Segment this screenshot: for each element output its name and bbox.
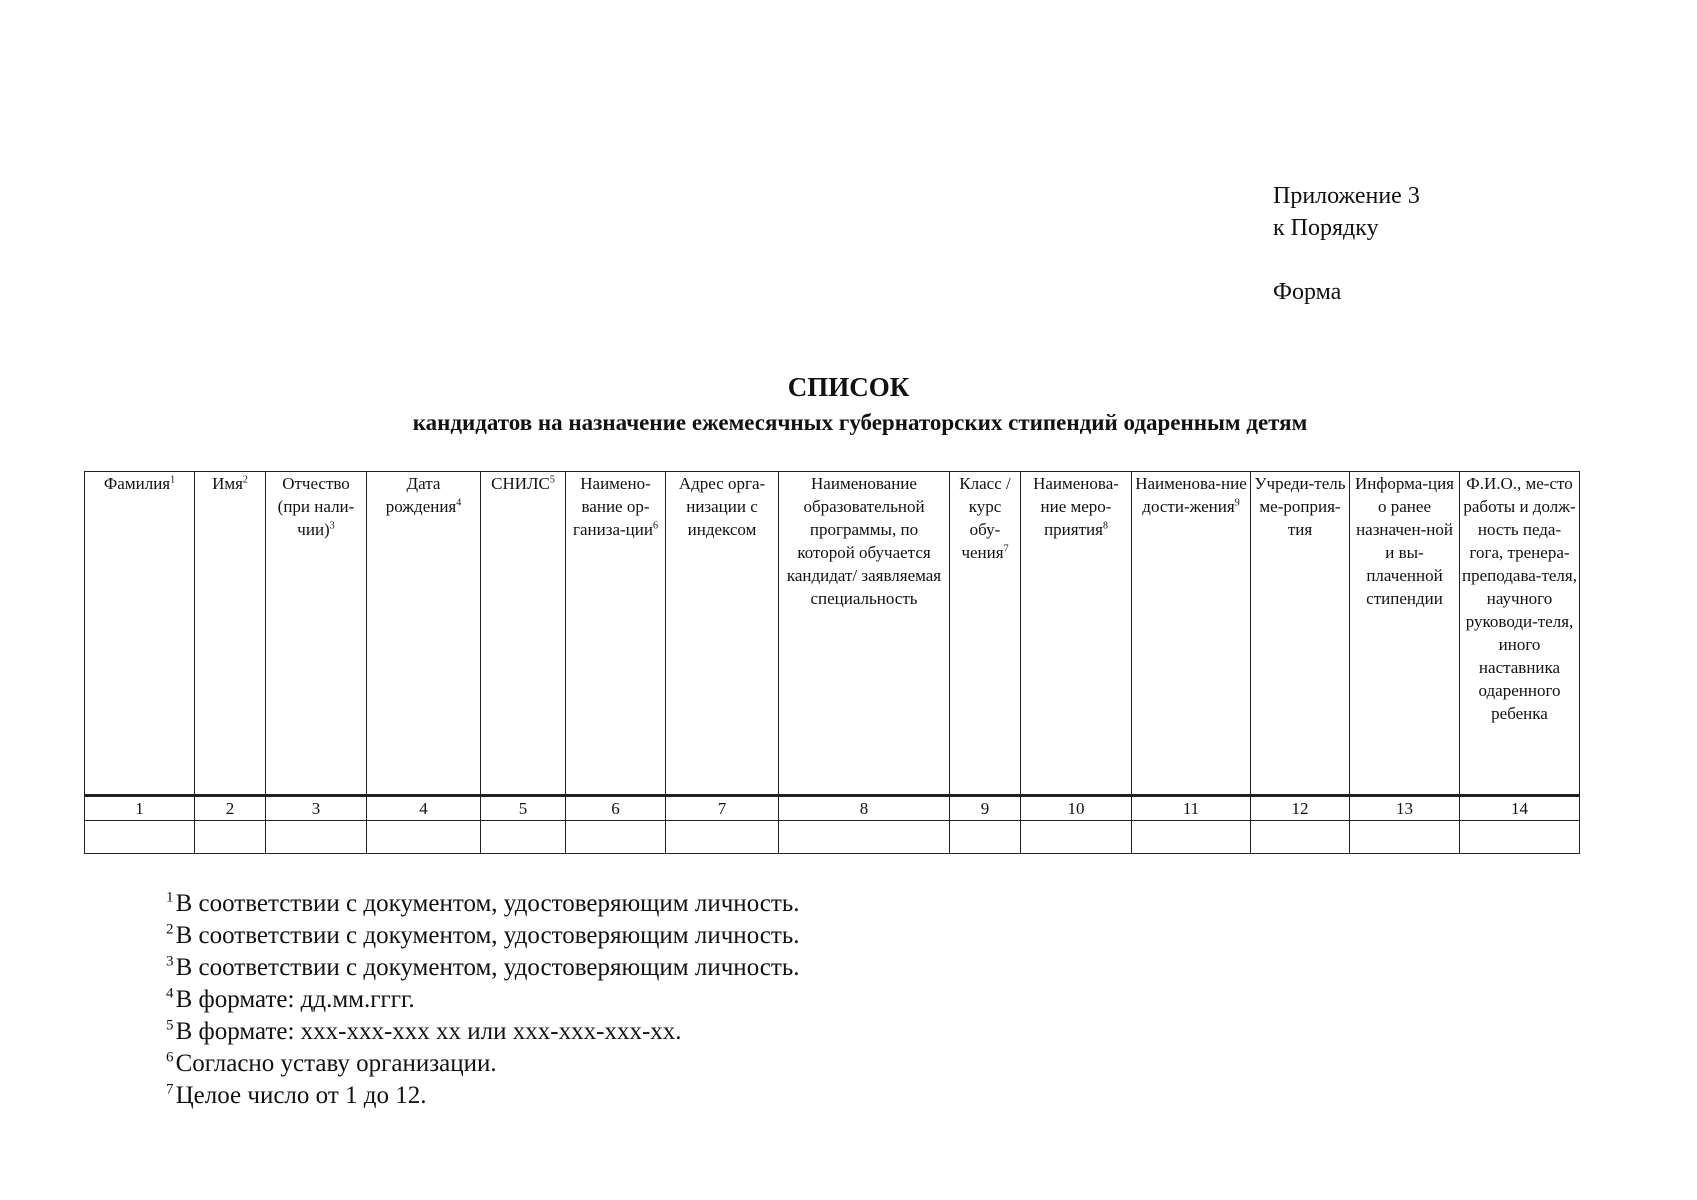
column-number: 6 [566, 796, 666, 821]
footnote-1: $^1$ В соответствии с документом, удостоверяющим личность. [166, 889, 800, 917]
column-number: 3 [266, 796, 367, 821]
empty-cell [1350, 821, 1460, 854]
column-numbers-row [85, 796, 1580, 821]
annex-line-2: к Порядку [1273, 215, 1379, 241]
empty-cell [1251, 821, 1350, 854]
annex-line-1: Приложение 3 [1273, 183, 1420, 209]
empty-data-row [85, 821, 1580, 854]
column-number: 1 [85, 796, 195, 821]
col-header-grade: Класс / курс обу-чения$^7$ [950, 472, 1021, 796]
col-header-previous-stipend: Информа-ция о ранее назначен-ной и вы-плаченной стипендии [1350, 472, 1460, 796]
col-header-organization: Наимено-вание ор-ганиза-ции$^6$ [566, 472, 666, 796]
table-header-row [85, 472, 1580, 796]
col-header-patronymic: Отчество (при нали-чии)$^3$ [266, 472, 367, 796]
footnote-4: $^4$ В формате: дд.мм.гггг. [166, 985, 415, 1013]
empty-cell [85, 821, 195, 854]
annex-block [1273, 180, 1420, 308]
col-header-org-address: Адрес орга-низации с индексом [666, 472, 779, 796]
column-number: 8 [779, 796, 950, 821]
col-header-event: Наименова-ние меро-приятия$^8$ [1021, 472, 1132, 796]
col-header-event-founder: Учреди-тель ме-роприя-тия [1251, 472, 1350, 796]
col-header-surname: Фамилия$^1$ [85, 472, 195, 796]
empty-cell [367, 821, 481, 854]
column-number: 2 [195, 796, 266, 821]
col-header-birthdate: Дата рождения$^4$ [367, 472, 481, 796]
empty-cell [566, 821, 666, 854]
column-number: 11 [1132, 796, 1251, 821]
empty-cell [1460, 821, 1580, 854]
col-header-achievement: Наименова-ние дости-жения$^9$ [1132, 472, 1251, 796]
footnote-6: $^6$ Согласно уставу организации. [166, 1049, 497, 1077]
column-number: 10 [1021, 796, 1132, 821]
footnote-3: $^3$ В соответствии с документом, удостоверяющим личность. [166, 953, 800, 981]
col-header-snils: СНИЛС$^5$ [481, 472, 566, 796]
empty-cell [666, 821, 779, 854]
column-number: 13 [1350, 796, 1460, 821]
form-label: Форма [1273, 279, 1342, 305]
empty-cell [1021, 821, 1132, 854]
column-number: 7 [666, 796, 779, 821]
annex-gap [1273, 244, 1420, 276]
empty-cell [1132, 821, 1251, 854]
empty-cell [779, 821, 950, 854]
col-header-program: Наименование образовательной программы, по которой обучается кандидат/ заявляемая специальность [779, 472, 950, 796]
column-number: 14 [1460, 796, 1580, 821]
empty-cell [266, 821, 367, 854]
empty-cell [195, 821, 266, 854]
footnote-7: $^7$ Целое число от 1 до 12. [166, 1081, 427, 1109]
footnotes [166, 888, 799, 1112]
col-header-name: Имя$^2$ [195, 472, 266, 796]
column-number: 5 [481, 796, 566, 821]
empty-cell [950, 821, 1021, 854]
column-number: 12 [1251, 796, 1350, 821]
column-number: 9 [950, 796, 1021, 821]
document-title: СПИСОК [787, 372, 910, 402]
footnote-2: $^2$ В соответствии с документом, удостоверяющим личность. [166, 921, 800, 949]
candidates-table [84, 471, 1580, 854]
footnote-5: $^5$ В формате: ххх-ххх-ххх хх или ххх-ххх-ххх-хх. [166, 1017, 682, 1045]
column-number: 4 [367, 796, 481, 821]
col-header-mentor: Ф.И.О., ме-сто работы и долж-ность педа-гога, тренера-преподава-теля, научного руководи-теля, иного наставника одаренного ребенка [1460, 472, 1580, 796]
empty-cell [481, 821, 566, 854]
document-subtitle: кандидатов на назначение ежемесячных губернаторских стипендий одаренным детям [412, 410, 1308, 435]
